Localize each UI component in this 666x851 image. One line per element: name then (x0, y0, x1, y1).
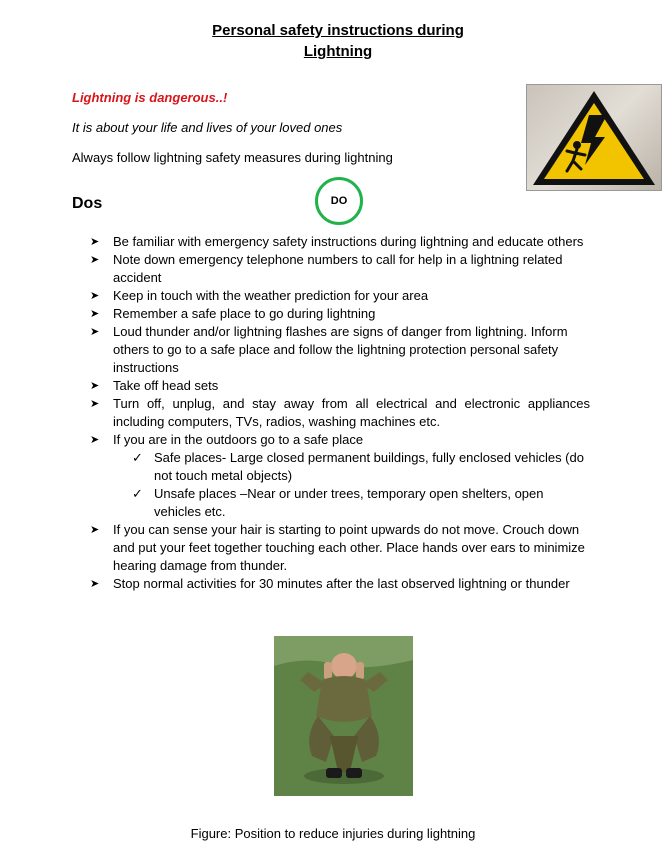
list-item: ➤ Take off head sets (90, 378, 219, 393)
list-item: ➤ Keep in touch with the weather prediction for your area (90, 288, 429, 303)
list-item: ➤ Loud thunder and/or lightning flashes are signs of danger from lightning. Inform others to go to a safe place and follow the lightning protection personal safety instructions (90, 324, 568, 375)
arrow-bullet-icon: ➤ (90, 308, 100, 320)
page-title-line2: Lightning (303, 43, 373, 60)
check-icon: ✓ (132, 450, 143, 465)
arrow-bullet-icon: ➤ (90, 290, 100, 302)
arrow-bullet-icon: ➤ (90, 578, 100, 590)
arrow-bullet-icon: ➤ (90, 380, 100, 392)
list-item: ➤ Note down emergency telephone numbers to call for help in a lightning related accident (90, 252, 563, 285)
dos-heading: Dos (72, 195, 103, 212)
list-item: ➤ Be familiar with emergency safety instructions during lightning and educate others (90, 234, 584, 249)
lightning-warning-icon (527, 85, 661, 190)
follow-measures-text: Always follow lightning safety measures during lightning (72, 150, 393, 165)
check-icon: ✓ (132, 486, 143, 501)
crouching-person-illustration (274, 636, 413, 796)
arrow-bullet-icon: ➤ (90, 434, 100, 446)
figure-caption: Figure: Position to reduce injuries during lightning (190, 826, 476, 841)
arrow-bullet-icon: ➤ (90, 326, 100, 338)
list-item: ➤ Remember a safe place to go during lightning (90, 306, 376, 321)
sub-list-item: ✓ Unsafe places –Near or under trees, temporary open shelters, open vehicles etc. (132, 486, 544, 519)
arrow-bullet-icon: ➤ (90, 398, 100, 410)
arrow-bullet-icon: ➤ (90, 254, 100, 266)
do-badge: DO (315, 177, 363, 225)
list-item: ➤ Stop normal activities for 30 minutes after the last observed lightning or thunder (90, 576, 570, 591)
arrow-bullet-icon: ➤ (90, 524, 100, 536)
page-title-line1: Personal safety instructions during (212, 22, 464, 39)
dos-list (90, 233, 590, 593)
life-message: It is about your life and lives of your loved ones (72, 120, 343, 135)
lightning-warning-image (526, 84, 662, 191)
sub-list-item: ✓ Safe places- Large closed permanent buildings, fully enclosed vehicles (do not touch metal objects) (132, 450, 584, 483)
list-item: ➤ If you can sense your hair is starting to point upwards do not move. Crouch down and put your feet together touching each other. Place hands over ears to minimize hearing damage from thunder. (90, 522, 585, 573)
arrow-bullet-icon: ➤ (90, 236, 100, 248)
danger-warning-text: Lightning is dangerous..! (72, 90, 228, 105)
crouch-position-photo (274, 636, 413, 796)
list-item: ➤ If you are in the outdoors go to a safe place (90, 432, 364, 447)
list-item: ➤ Turn off, unplug, and stay away from all electrical and electronic appliances including computers, TVs, radios, washing machines etc. (90, 396, 590, 429)
